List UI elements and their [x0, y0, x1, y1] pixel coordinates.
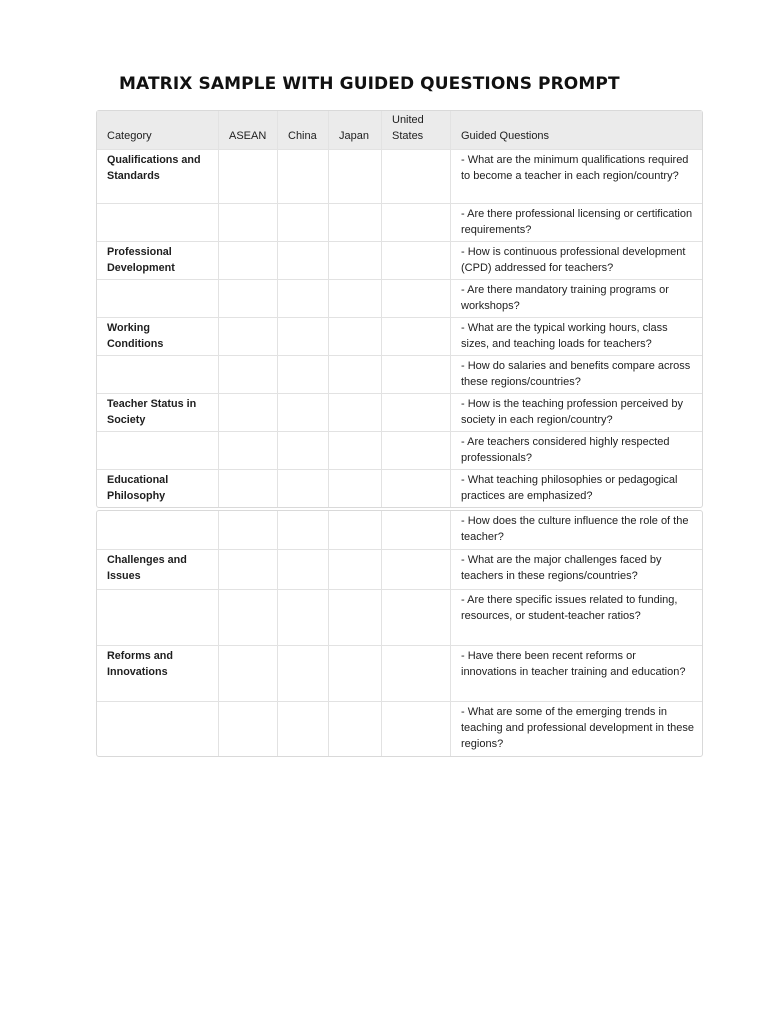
- united-states-cell: [381, 470, 450, 507]
- japan-cell: [328, 356, 381, 393]
- table-row: [97, 203, 702, 241]
- table-row: [97, 431, 702, 469]
- china-cell: [277, 550, 328, 589]
- asean-cell: [218, 280, 277, 317]
- japan-cell: [328, 511, 381, 549]
- asean-cell: [218, 470, 277, 507]
- asean-cell: [218, 702, 277, 756]
- guided-question-cell: - How is the teaching profession perceived by society in each region/country?: [450, 394, 702, 431]
- japan-cell: [328, 646, 381, 701]
- asean-cell: [218, 432, 277, 469]
- united-states-cell: [381, 204, 450, 241]
- table-row: [97, 393, 702, 431]
- guided-question-cell: - Have there been recent reforms or innovations in teacher training and education?: [450, 646, 702, 701]
- china-cell: [277, 280, 328, 317]
- table-row: [97, 149, 702, 203]
- china-cell: [277, 702, 328, 756]
- guided-question-cell: - How is continuous professional development (CPD) addressed for teachers?: [450, 242, 702, 279]
- japan-cell: [328, 702, 381, 756]
- china-cell: [277, 356, 328, 393]
- header-guided-questions: Guided Questions: [450, 111, 702, 149]
- category-cell: [97, 204, 218, 241]
- table-row: [97, 645, 702, 701]
- category-cell: Challenges and Issues: [107, 554, 187, 582]
- china-cell: [277, 432, 328, 469]
- united-states-cell: [381, 242, 450, 279]
- table-row: [97, 241, 702, 279]
- table-row: [97, 701, 702, 756]
- header-asean: ASEAN: [218, 111, 277, 149]
- table-row: [97, 317, 702, 355]
- asean-cell: [218, 242, 277, 279]
- japan-cell: [328, 318, 381, 355]
- table-row: [97, 511, 702, 549]
- asean-cell: [218, 394, 277, 431]
- asean-cell: [218, 590, 277, 645]
- united-states-cell: [381, 432, 450, 469]
- japan-cell: [328, 242, 381, 279]
- guided-question-cell: - What are the typical working hours, class sizes, and teaching loads for teachers?: [450, 318, 702, 355]
- guided-question-cell: - Are teachers considered highly respected professionals?: [450, 432, 702, 469]
- category-cell: Professional Development: [107, 246, 175, 274]
- asean-cell: [218, 511, 277, 549]
- japan-cell: [328, 550, 381, 589]
- guided-question-cell: - What are the major challenges faced by teachers in these regions/countries?: [450, 550, 702, 589]
- united-states-cell: [381, 550, 450, 589]
- table-row: [97, 589, 702, 645]
- china-cell: [277, 646, 328, 701]
- asean-cell: [218, 204, 277, 241]
- guided-question-cell: - How does the culture influence the role of the teacher?: [450, 511, 702, 549]
- guided-question-cell: - Are there specific issues related to funding, resources, or student-teacher ratios?: [450, 590, 702, 645]
- category-cell: Teacher Status in Society: [107, 398, 197, 426]
- china-cell: [277, 511, 328, 549]
- table-row: [97, 279, 702, 317]
- category-cell: Educational Philosophy: [107, 474, 169, 502]
- united-states-cell: [381, 280, 450, 317]
- china-cell: [277, 394, 328, 431]
- category-cell: Reforms and Innovations: [107, 650, 173, 678]
- japan-cell: [328, 432, 381, 469]
- united-states-cell: [381, 394, 450, 431]
- china-cell: [277, 318, 328, 355]
- guided-question-cell: - What teaching philosophies or pedagogical practices are emphasized?: [450, 470, 702, 507]
- asean-cell: [218, 150, 277, 203]
- guided-question-cell: - Are there mandatory training programs or workshops?: [450, 280, 702, 317]
- china-cell: [277, 204, 328, 241]
- matrix-table-part-1: [96, 110, 703, 508]
- japan-cell: [328, 394, 381, 431]
- japan-cell: [328, 204, 381, 241]
- table-row: [97, 549, 702, 589]
- category-cell: Qualifications and Standards: [107, 154, 201, 182]
- guided-question-cell: - What are some of the emerging trends in teaching and professional development in these regions?: [450, 702, 702, 756]
- united-states-cell: [381, 318, 450, 355]
- header-united-states: United States: [381, 111, 450, 149]
- header-japan: Japan: [328, 111, 381, 149]
- guided-question-cell: - What are the minimum qualifications required to become a teacher in each region/country?: [450, 150, 702, 203]
- header-category: Category: [107, 130, 152, 142]
- category-cell: [97, 511, 218, 549]
- header-china: China: [277, 111, 328, 149]
- category-cell: [97, 280, 218, 317]
- category-cell: [97, 356, 218, 393]
- united-states-cell: [381, 356, 450, 393]
- japan-cell: [328, 280, 381, 317]
- category-cell: [97, 702, 218, 756]
- united-states-cell: [381, 646, 450, 701]
- united-states-cell: [381, 150, 450, 203]
- table-row: [97, 355, 702, 393]
- asean-cell: [218, 550, 277, 589]
- guided-question-cell: - Are there professional licensing or certification requirements?: [450, 204, 702, 241]
- china-cell: [277, 590, 328, 645]
- united-states-cell: [381, 590, 450, 645]
- category-cell: Working Conditions: [107, 322, 164, 350]
- table-row: [97, 469, 702, 507]
- asean-cell: [218, 318, 277, 355]
- category-cell: [97, 432, 218, 469]
- japan-cell: [328, 150, 381, 203]
- united-states-cell: [381, 702, 450, 756]
- china-cell: [277, 150, 328, 203]
- matrix-table-part-2: [96, 510, 703, 757]
- united-states-cell: [381, 511, 450, 549]
- category-cell: [97, 590, 218, 645]
- document-title: MATRIX SAMPLE WITH GUIDED QUESTIONS PROMPT: [119, 74, 620, 94]
- guided-question-cell: - How do salaries and benefits compare across these regions/countries?: [450, 356, 702, 393]
- table-header-row: [97, 111, 702, 149]
- asean-cell: [218, 356, 277, 393]
- china-cell: [277, 242, 328, 279]
- asean-cell: [218, 646, 277, 701]
- japan-cell: [328, 590, 381, 645]
- japan-cell: [328, 470, 381, 507]
- china-cell: [277, 470, 328, 507]
